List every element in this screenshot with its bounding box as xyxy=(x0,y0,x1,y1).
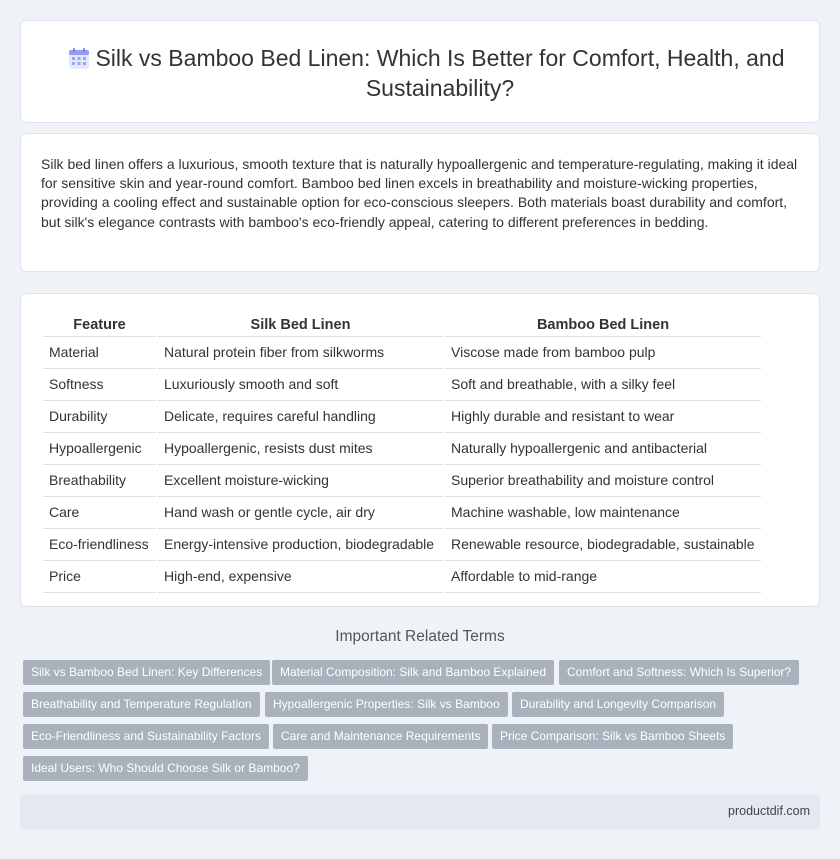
silk-cell: Energy-intensive production, biodegradable xyxy=(157,529,444,561)
bamboo-cell: Machine washable, low maintenance xyxy=(444,497,761,529)
intro-paragraph: Silk bed linen offers a luxurious, smooth texture that is naturally hypoallergenic and temperature-regulating, making it ideal for sensitive skin and year-round comfort. Bamboo bed linen excels in breathability and moisture-wicking properties, providing a cooling effect and sustainable option for eco-conscious sleepers. Both materials boast durability and comfort, but silk's elegance contrasts with bamboo's eco-friendly appeal, catering to different preferences in bedding. xyxy=(41,156,798,230)
table-row xyxy=(43,369,761,401)
table-row xyxy=(43,433,761,465)
silk-cell: Hypoallergenic, resists dust mites xyxy=(157,433,444,465)
feature-cell: Price xyxy=(43,561,157,593)
table-row xyxy=(43,497,761,529)
silk-cell: Luxuriously smooth and soft xyxy=(157,369,444,401)
footer-site[interactable]: productdif.com xyxy=(728,804,810,818)
header-bamboo: Bamboo Bed Linen xyxy=(444,314,761,337)
related-term-tag[interactable]: Durability and Longevity Comparison xyxy=(512,692,724,717)
silk-cell: Excellent moisture-wicking xyxy=(157,465,444,497)
related-term-tag[interactable]: Care and Maintenance Requirements xyxy=(273,724,488,749)
related-term-tag[interactable]: Breathability and Temperature Regulation xyxy=(23,692,260,717)
silk-cell: Hand wash or gentle cycle, air dry xyxy=(157,497,444,529)
related-term-tag[interactable]: Price Comparison: Silk vs Bamboo Sheets xyxy=(492,724,733,749)
bamboo-cell: Superior breathability and moisture control xyxy=(444,465,761,497)
silk-cell: Natural protein fiber from silkworms xyxy=(157,337,444,369)
feature-cell: Durability xyxy=(43,401,157,433)
feature-cell: Material xyxy=(43,337,157,369)
bamboo-cell: Viscose made from bamboo pulp xyxy=(444,337,761,369)
related-terms-heading: Important Related Terms xyxy=(335,628,505,645)
table-row xyxy=(43,529,761,561)
feature-cell: Hypoallergenic xyxy=(43,433,157,465)
title-card xyxy=(20,20,820,123)
table-row xyxy=(43,337,761,369)
feature-cell: Softness xyxy=(43,369,157,401)
footer xyxy=(20,795,820,829)
comparison-table xyxy=(43,314,761,593)
related-term-tag[interactable]: Silk vs Bamboo Bed Linen: Key Differences xyxy=(23,660,270,685)
feature-cell: Breathability xyxy=(43,465,157,497)
header-silk: Silk Bed Linen xyxy=(157,314,444,337)
silk-cell: High-end, expensive xyxy=(157,561,444,593)
table-header-row xyxy=(43,314,761,337)
related-term-tag[interactable]: Eco-Friendliness and Sustainability Factors xyxy=(23,724,269,749)
comparison-card xyxy=(20,293,820,607)
related-term-tag[interactable]: Hypoallergenic Properties: Silk vs Bamboo xyxy=(265,692,508,717)
page-title: Silk vs Bamboo Bed Linen: Which Is Better for Comfort, Health, and Sustainability? xyxy=(95,45,785,101)
related-term-tag[interactable]: Ideal Users: Who Should Choose Silk or Bamboo? xyxy=(23,756,308,781)
header-feature: Feature xyxy=(43,314,157,337)
intro-card xyxy=(20,133,820,272)
related-term-tag[interactable]: Comfort and Softness: Which Is Superior? xyxy=(559,660,799,685)
table-row xyxy=(43,465,761,497)
bamboo-cell: Highly durable and resistant to wear xyxy=(444,401,761,433)
feature-cell: Care xyxy=(43,497,157,529)
silk-cell: Delicate, requires careful handling xyxy=(157,401,444,433)
related-term-tag[interactable]: Material Composition: Silk and Bamboo Explained xyxy=(272,660,554,685)
bamboo-cell: Naturally hypoallergenic and antibacterial xyxy=(444,433,761,465)
bamboo-cell: Soft and breathable, with a silky feel xyxy=(444,369,761,401)
table-row xyxy=(43,561,761,593)
bamboo-cell: Affordable to mid-range xyxy=(444,561,761,593)
bamboo-cell: Renewable resource, biodegradable, sustainable xyxy=(444,529,761,561)
feature-cell: Eco-friendliness xyxy=(43,529,157,561)
table-row xyxy=(43,401,761,433)
